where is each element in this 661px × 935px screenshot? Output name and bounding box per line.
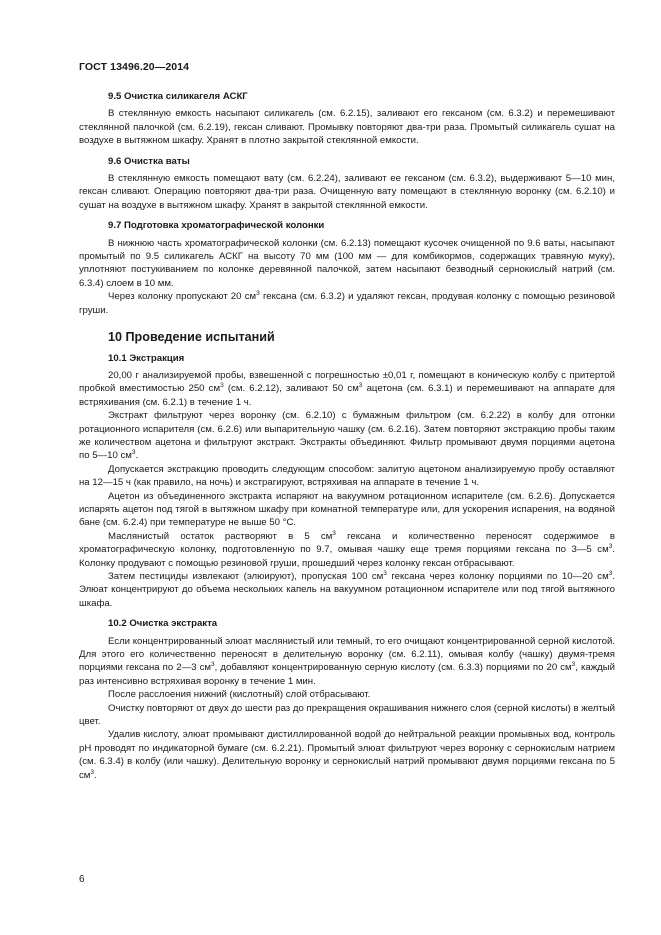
- paragraph-10-2-b: После расслоения нижний (кислотный) слой отбрасывают.: [108, 689, 371, 701]
- section-heading-10: 10 Проведение испытаний: [108, 330, 275, 345]
- paragraph-10-1-f: Затем пестициды извлекают (элюируют), пропуская 100 $см^3$ гексана через колонку порциями по 10—20 $см^3$. Элюат концентрируют до объема нескольких капель на вакуумном ротационном испарителе или под тягой вытяжного шкафа.: [79, 569, 615, 609]
- paragraph-10-1-d: Ацетон из объединенного экстракта испаряют на вакуумном ротационном испарителе (см. 6.2.6). Допускается испарять ацетон под тягой в вытяжном шкафу при комнатной температуре или, для ускорения испарения, на водяной бане (см. 6.2.4) при температуре не выше 50 °С.: [79, 490, 615, 529]
- paragraph-10-2-d: Удалив кислоту, элюат промывают дистиллированной водой до нейтральной реакции промывных вод, контроль pH проводят по индикаторной бумаге (см. 6.2.21). Промытый элюат фильтруют через воронку с сернокислым натрием (см. 6.3.4) в колбу (или чашку). Делительную воронку и сернокислый натрий промывают двумя порциями гексана по 5 $см^3$.: [79, 729, 615, 781]
- paragraph-10-1-c: Допускается экстракцию проводить следующим способом: залитую ацетоном анализируемую пробу оставляют на 12—15 ч (как правило, на ночь) и экстрагируют, встряхивая на аппарате в течение 1 ч.: [79, 463, 615, 489]
- heading-9-5: 9.5 Очистка силикагеля АСКГ: [108, 91, 248, 102]
- paragraph-9-5: В стеклянную емкость насыпают силикагель (см. 6.2.15), заливают его гексаном (см. 6.3.2) и перемешивают стеклянной палочкой (см. 6.2.19), гексан сливают. Промывку повторяют два-три раза. Промытый силикагель сушат на воздухе в вытяжном шкафу. Хранят в плотно закрытой стеклянной емкости.: [79, 108, 615, 147]
- heading-10-2: 10.2 Очистка экстракта: [108, 618, 218, 630]
- heading-9-6: 9.6 Очистка ваты: [108, 155, 190, 167]
- paragraph-10-1-e: Маслянистый остаток растворяют в 5 $см^3$ гексана и количественно переносят содержимое в хроматографическую колонку, подготовленную по 9.7, омывая чашку еще тремя порциями гексана по 3—5 $см^3$. Колонку продувают с помощью резиновой груши, прошедший через колонку гексан отбрасывают.: [79, 529, 615, 569]
- paragraph-9-7-b: Через колонку пропускают 20 $см^3$ гексана (см. 6.3.2) и удаляют гексан, продувая колонку с помощью резиновой груши.: [79, 290, 615, 316]
- paragraph-9-7-a: В нижнюю часть хроматографической колонки (см. 6.2.13) помещают кусочек очищенной по 9.6 ваты, насыпают промытый по 9.5 силикагель АСКГ на высоту 70 мм (100 мм — для комбикормов, содержащих травяную муку), уплотняют постукиванием по колонке деревянной палочкой, затем насыпают безводный сернокислый натрий (см. 6.3.4) слоем в 10 мм.: [79, 237, 615, 289]
- page-number: 6: [79, 874, 85, 885]
- document-header: ГОСТ 13496.20—2014: [79, 61, 190, 73]
- paragraph-9-6: В стеклянную емкость помещают вату (см. 6.2.24), заливают ее гексаном (см. 6.3.2), выдерживают 5—10 мин, гексан сливают. Операцию повторяют два-три раза. Очищенную вату помещают в стеклянную воронку (см. 6.2.10) и сушат на воздухе в вытяжном шкафу. Хранят в закрытой стеклянной емкости.: [79, 173, 615, 211]
- heading-10-1: 10.1 Экстракция: [108, 352, 185, 364]
- page-content: [79, 90, 615, 782]
- paragraph-10-1-a: 20,00 г анализируемой пробы, взвешенной с погрешностью ±0,01 г, помещают в коническую колбу с притертой пробкой вместимостью 250 $см^3$ (см. 6.2.12), заливают 50 $см^3$ ацетона (см. 6.3.1) и перемешивают на аппарате для встряхивания (см. 6.2.1) в течение 1 ч.: [79, 369, 615, 408]
- heading-9-7: 9.7 Подготовка хроматографической колонки: [108, 220, 325, 232]
- paragraph-10-2-c: Очистку повторяют от двух до шести раз до прекращения окрашивания нижнего слоя (серной кислоты) в желтый цвет.: [79, 702, 615, 728]
- paragraph-10-1-b: Экстракт фильтруют через воронку (см. 6.2.10) с бумажным фильтром (см. 6.2.22) в колбу для отгонки ротационного испарителя (см. 6.2.6) или выпарительную чашку (см. 6.2.16). Затем повторяют экстракцию пробы таким же количеством ацетона и фильтруют экстракт. Экстракты объединяют. Фильтр промывают двумя порциями ацетона по 5—10 $см^3$.: [79, 410, 615, 462]
- paragraph-10-2-a: Если концентрированный элюат маслянистый или темный, то его очищают концентрированной серной кислотой. Для этого его количественно переносят в делительную воронку (см. 6.2.11), омывая колбу (чашку) двумя-тремя порциями гексана по 2—3 $см^3$, добавляют концентрированную серную кислоту (см. 6.3.3) порциями по 20 $см^3$, каждый раз интенсивно встряхивая воронку в течение 1 мин.: [79, 635, 615, 687]
